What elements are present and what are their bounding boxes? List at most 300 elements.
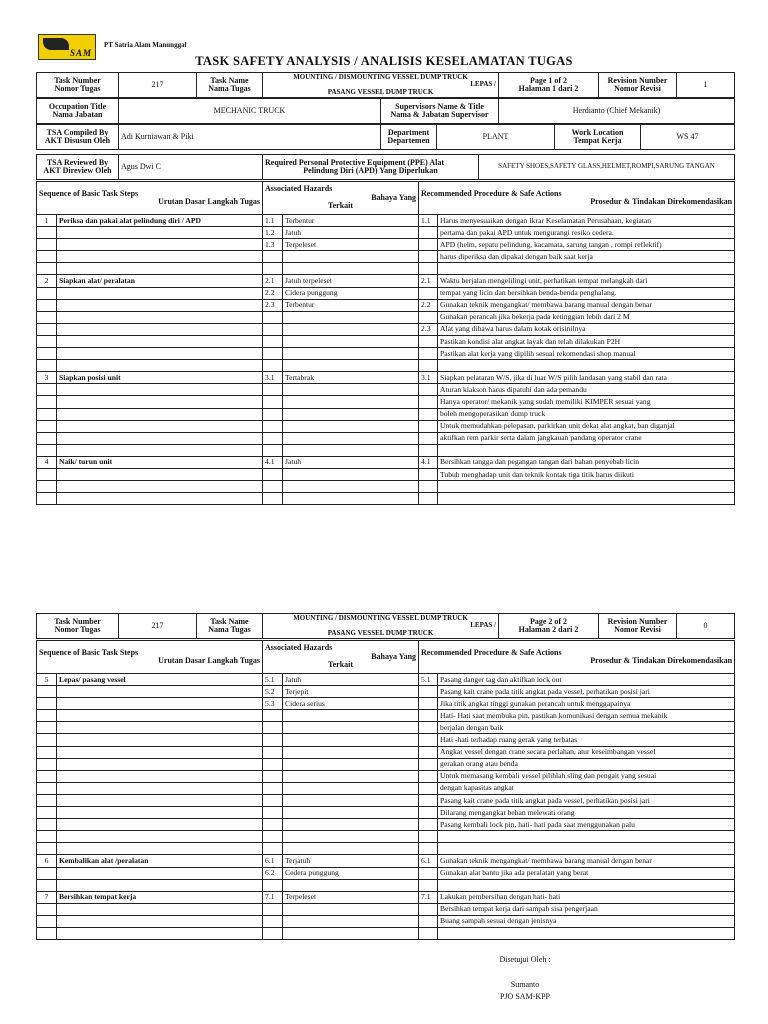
procedure-text: Gunakan perancah jika bekerja pada ketinggian lebih dari 2 M — [438, 311, 735, 323]
procedure-text — [438, 843, 735, 855]
procedure-number: 3.1 — [419, 372, 438, 384]
page-indicator: Page 1 of 2 Halaman 1 dari 2 — [499, 73, 599, 98]
logo-emblem — [43, 38, 69, 50]
table-row — [37, 867, 735, 879]
table-row — [37, 348, 735, 360]
hazard-number: 6.2 — [263, 867, 283, 879]
table-row — [37, 263, 735, 275]
step-description — [57, 360, 263, 372]
procedure-number — [419, 915, 438, 927]
procedure-number — [419, 831, 438, 843]
table-row — [37, 927, 735, 939]
hazard-number — [263, 481, 283, 493]
hazard-description — [283, 734, 419, 746]
procedure-number — [419, 734, 438, 746]
table-row — [37, 698, 735, 710]
step-description — [57, 384, 263, 396]
task-name-label: Task Name Nama Tugas — [197, 614, 263, 639]
page2-header-table — [36, 613, 735, 639]
procedure-text: pertama dan pakai APD untuk mengurangi resiko cedera. — [438, 227, 735, 239]
hazard-description — [283, 843, 419, 855]
hazard-description: Terpeleset — [283, 239, 419, 251]
hazard-description — [283, 758, 419, 770]
procedure-number — [419, 360, 438, 372]
step-number — [37, 807, 57, 819]
table-row — [37, 722, 735, 734]
procedure-number — [419, 481, 438, 493]
company-name: PT Satria Alam Manunggal — [104, 41, 187, 49]
hazard-description — [283, 323, 419, 335]
hazard-description: Terbentur — [283, 215, 419, 227]
procedure-number — [419, 903, 438, 915]
procedure-text: Siapkan pelataran W/S, jika di luar W/S pilih landasan yang stabil dan rata — [438, 372, 735, 384]
step-number — [37, 444, 57, 456]
procedure-text: Jika titik angkat tinggi gunakan perancah untuk menggapainya — [438, 698, 735, 710]
task-number-label: Task Number Nomor Tugas — [37, 73, 119, 98]
procedure-number: 2.2 — [419, 299, 438, 311]
table-row — [37, 746, 735, 758]
table-row — [37, 843, 735, 855]
table-row — [37, 710, 735, 722]
procedure-text: Pasang kembali lock pin, hati- hati pada saat menggunakan palu — [438, 819, 735, 831]
hazard-description — [283, 384, 419, 396]
hazard-number — [263, 782, 283, 794]
table-row — [37, 879, 735, 891]
step-description — [57, 686, 263, 698]
step-number — [37, 819, 57, 831]
procedure-text: tempat yang licin dan bersihkan benda-benda penghalang. — [438, 287, 735, 299]
procedure-number — [419, 348, 438, 360]
step-description — [57, 299, 263, 311]
page1-occupation-table — [36, 98, 735, 124]
procedure-number — [419, 686, 438, 698]
procedure-text: APD (helm, sepatu pelindung, kacamata, sarung tangan , rompi reflektif) — [438, 239, 735, 251]
procedure-text — [438, 927, 735, 939]
hazard-number: 4.1 — [263, 456, 283, 468]
hazard-number — [263, 746, 283, 758]
step-number — [37, 831, 57, 843]
hazard-number — [263, 722, 283, 734]
occupation-value: MECHANIC TRUCK — [119, 99, 381, 124]
hazard-number — [263, 396, 283, 408]
step-number — [37, 746, 57, 758]
procedure-text: Buang sampah sesuai dengan jenisnya — [438, 915, 735, 927]
step-description — [57, 698, 263, 710]
step-description — [57, 734, 263, 746]
page1-steps-table — [36, 181, 735, 505]
step-number — [37, 360, 57, 372]
step-number: 7 — [37, 891, 57, 903]
step-number: 2 — [37, 275, 57, 287]
procedure-text: Pastikan alat kerja yang dipilih sesuai rekomendasi shop manual — [438, 348, 735, 360]
reviewed-value: Agus Dwi C — [119, 155, 263, 180]
table-row — [37, 287, 735, 299]
task-name-label: Task Name Nama Tugas — [197, 73, 263, 98]
table-row — [37, 468, 735, 480]
procedure-text: Hanya operator/ mekanik yang sudah memiliki KIMPER sesuai yang — [438, 396, 735, 408]
hazard-description — [283, 444, 419, 456]
hazard-description — [283, 710, 419, 722]
step-description — [57, 879, 263, 891]
revision-label: Revision Number Nomor Revisi — [599, 73, 677, 98]
procedure-text — [438, 831, 735, 843]
table-row — [37, 819, 735, 831]
table-row — [37, 275, 735, 287]
hazard-number — [263, 794, 283, 806]
hazard-number: 5.2 — [263, 686, 283, 698]
hazard-number — [263, 348, 283, 360]
procedure-text: Alat yang dibawa harus dalam kotak orisinilnya — [438, 323, 735, 335]
procedure-number: 2.1 — [419, 275, 438, 287]
step-number — [37, 686, 57, 698]
procedure-number — [419, 807, 438, 819]
procedure-text: Untuk memasang kembali vessel pilihlah sling dan pengait yang sesuai — [438, 770, 735, 782]
step-description: Kembalikan alat /peralatan — [57, 855, 263, 867]
table-row — [37, 770, 735, 782]
hazard-description — [283, 420, 419, 432]
procedure-number: 2.3 — [419, 323, 438, 335]
procedure-text: Lakukan pembersihan dengan hati- hati — [438, 891, 735, 903]
procedure-text: Gunakan alat bantu jika ada peralatan yang berat — [438, 867, 735, 879]
step-number — [37, 468, 57, 480]
procedure-number — [419, 819, 438, 831]
step-number — [37, 927, 57, 939]
step-number — [37, 698, 57, 710]
hazard-number — [263, 903, 283, 915]
step-description — [57, 794, 263, 806]
hazard-description — [283, 311, 419, 323]
hazard-number — [263, 879, 283, 891]
hazard-description: Jatuh — [283, 227, 419, 239]
step-description: Siapkan posisi unit — [57, 372, 263, 384]
table-row — [37, 432, 735, 444]
ppe-label: Required Personal Protective Equipment (PPE) Alat Pelindung Diri (APD) Yang Diperlukan — [263, 155, 479, 180]
step-description — [57, 758, 263, 770]
step-number: 1 — [37, 215, 57, 227]
hazards-column-header: Associated Hazards Bahaya Yang Terkait — [263, 182, 419, 215]
hazard-description: Jatuh terpeleset — [283, 275, 419, 287]
procedure-number — [419, 396, 438, 408]
hazard-number — [263, 263, 283, 275]
page-indicator: Page 2 of 2 Halaman 2 dari 2 — [499, 614, 599, 639]
hazard-description: Jatuh — [283, 456, 419, 468]
procedure-text: Angkat vessel dengan crane secara perlahan, atur keseimbangan vessel — [438, 746, 735, 758]
step-description — [57, 710, 263, 722]
procedure-number: 5.1 — [419, 674, 438, 686]
location-label: Work Location Tempat Kerja — [555, 125, 641, 150]
step-number — [37, 287, 57, 299]
step-number — [37, 794, 57, 806]
procedure-number — [419, 867, 438, 879]
step-number — [37, 239, 57, 251]
step-description — [57, 468, 263, 480]
steps-column-header: Sequence of Basic Task Steps Urutan Dasar Langkah Tugas — [37, 182, 263, 215]
hazard-number — [263, 915, 283, 927]
table-row — [37, 311, 735, 323]
hazard-description — [283, 481, 419, 493]
hazard-description — [283, 782, 419, 794]
step-description — [57, 251, 263, 263]
table-row — [37, 891, 735, 903]
procedure-number — [419, 710, 438, 722]
hazard-description: Cidera punggung — [283, 287, 419, 299]
table-row — [37, 444, 735, 456]
table-row — [37, 855, 735, 867]
table-row — [37, 299, 735, 311]
hazard-number — [263, 843, 283, 855]
location-value: WS 47 — [641, 125, 735, 150]
procedure-text: gerakan orang atau benda — [438, 758, 735, 770]
step-description — [57, 287, 263, 299]
step-number — [37, 251, 57, 263]
page1-compiled-table — [36, 124, 735, 150]
step-description — [57, 722, 263, 734]
step-description — [57, 843, 263, 855]
procedure-number — [419, 335, 438, 347]
revision-label: Revision Number Nomor Revisi — [599, 614, 677, 639]
step-description — [57, 819, 263, 831]
supervisor-value: Herdianto (Chief Mekanik) — [499, 99, 735, 124]
step-description — [57, 915, 263, 927]
procedure-text — [438, 879, 735, 891]
step-number — [37, 722, 57, 734]
table-row — [37, 758, 735, 770]
hazard-number — [263, 323, 283, 335]
department-value: PLANT — [437, 125, 555, 150]
hazard-number — [263, 408, 283, 420]
hazard-number: 5.3 — [263, 698, 283, 710]
table-row — [37, 915, 735, 927]
procedure-number — [419, 432, 438, 444]
procedure-column-header: Recommended Procedure & Safe Actions Prosedur & Tindakan Direkomendasikan — [419, 182, 735, 215]
page2-steps-table — [36, 640, 735, 940]
procedure-text — [438, 263, 735, 275]
procedure-text — [438, 493, 735, 505]
procedure-number: 4.1 — [419, 456, 438, 468]
step-description: Siapkan alat/ peralatan — [57, 275, 263, 287]
step-description — [57, 396, 263, 408]
hazard-number — [263, 493, 283, 505]
hazard-number — [263, 311, 283, 323]
step-number — [37, 227, 57, 239]
approved-label: Disetujui Oleh : — [499, 955, 551, 964]
table-row — [37, 734, 735, 746]
hazard-description — [283, 879, 419, 891]
procedure-text: boleh mengoperasikan dump truck — [438, 408, 735, 420]
hazard-description: Cidera serius — [283, 698, 419, 710]
step-number — [37, 758, 57, 770]
table-row — [37, 420, 735, 432]
revision-number: 0 — [677, 614, 735, 639]
procedure-number — [419, 843, 438, 855]
procedure-number — [419, 444, 438, 456]
hazard-number: 6.1 — [263, 855, 283, 867]
task-name: MOUNTING / DISMOUNTING VESSEL DUMP TRUCK LEPAS / PASANG VESSEL DUMP TRUCK — [263, 614, 499, 639]
table-row — [37, 372, 735, 384]
step-description — [57, 770, 263, 782]
step-description — [57, 746, 263, 758]
page1-reviewed-table — [36, 154, 735, 180]
step-number — [37, 782, 57, 794]
hazard-description: Terjepit — [283, 686, 419, 698]
step-number — [37, 323, 57, 335]
step-description — [57, 903, 263, 915]
procedure-text: Pasang kait crane pada titik angkat pada vessel, perhatikan posisi jari — [438, 794, 735, 806]
compiled-label: TSA Compiled By AKT Disusun Oleh — [37, 125, 119, 150]
step-number — [37, 384, 57, 396]
procedure-text: Hati -hati terhadap ruang gerak yang terbatas — [438, 734, 735, 746]
hazard-number: 5.1 — [263, 674, 283, 686]
step-description — [57, 867, 263, 879]
hazard-number — [263, 384, 283, 396]
step-number — [37, 481, 57, 493]
hazard-description — [283, 927, 419, 939]
procedure-column-header: Recommended Procedure & Safe Actions Prosedur & Tindakan Direkomendasikan — [419, 641, 735, 674]
hazard-description — [283, 432, 419, 444]
step-number: 4 — [37, 456, 57, 468]
step-description — [57, 263, 263, 275]
table-row — [37, 782, 735, 794]
step-number — [37, 335, 57, 347]
table-row — [37, 831, 735, 843]
procedure-number — [419, 758, 438, 770]
procedure-text: dengan kapasitas angkat — [438, 782, 735, 794]
procedure-number — [419, 239, 438, 251]
step-number — [37, 915, 57, 927]
procedure-text: Waktu berjalan mengelilingi unit, perhatikan tempat melangkah dari — [438, 275, 735, 287]
step-description — [57, 782, 263, 794]
hazard-number: 2.2 — [263, 287, 283, 299]
hazard-number: 1.2 — [263, 227, 283, 239]
hazard-description — [283, 251, 419, 263]
procedure-text — [438, 481, 735, 493]
hazard-description — [283, 335, 419, 347]
occupation-label: Occupation Title Nama Jabatan — [37, 99, 119, 124]
procedure-text: Dilarang mengangkat beban melewati orang — [438, 807, 735, 819]
hazard-number — [263, 770, 283, 782]
hazard-description: Terbentur — [283, 299, 419, 311]
hazard-number — [263, 360, 283, 372]
page1-header-table — [36, 72, 735, 98]
procedure-number — [419, 311, 438, 323]
hazard-description — [283, 722, 419, 734]
document-title: TASK SAFETY ANALYSIS / ANALISIS KESELAMATAN TUGAS — [195, 54, 573, 68]
table-row — [37, 686, 735, 698]
step-number — [37, 311, 57, 323]
step-description — [57, 323, 263, 335]
table-row — [37, 493, 735, 505]
procedure-text: Pasang kait crane pada titik angkat pada vessel, perhatikan posisi jari — [438, 686, 735, 698]
department-label: Department Departemen — [381, 125, 437, 150]
table-row — [37, 323, 735, 335]
ppe-value: SAFETY SHOES,SAFETY GLASS,HELMET,ROMPI,SARUNG TANGAN — [479, 155, 735, 180]
hazards-column-header: Associated Hazards Bahaya Yang Terkait — [263, 641, 419, 674]
hazard-number — [263, 758, 283, 770]
procedure-text — [438, 444, 735, 456]
hazard-description — [283, 408, 419, 420]
procedure-number — [419, 879, 438, 891]
procedure-text: Bersihkan tangga dan pegangan tangan dari bahan penyebab licin — [438, 456, 735, 468]
table-row — [37, 239, 735, 251]
hazard-number — [263, 335, 283, 347]
step-number — [37, 420, 57, 432]
hazard-description — [283, 915, 419, 927]
step-number — [37, 770, 57, 782]
step-description — [57, 432, 263, 444]
hazard-number — [263, 251, 283, 263]
step-description: Lepas/ pasang vessel — [57, 674, 263, 686]
compiled-value: Adi Kurniawan & Piki — [119, 125, 381, 150]
hazard-number: 2.3 — [263, 299, 283, 311]
step-number — [37, 734, 57, 746]
approver-title: PJO SAM-KPP — [499, 992, 551, 1001]
step-number — [37, 867, 57, 879]
procedure-text: aktifkan rem parkir serta dalam jangkauan pandang operator crane — [438, 432, 735, 444]
procedure-number — [419, 263, 438, 275]
table-row — [37, 794, 735, 806]
procedure-number — [419, 408, 438, 420]
step-description — [57, 493, 263, 505]
step-number — [37, 710, 57, 722]
procedure-text: Untuk memudahkan pelepasan, parkirkan unit dekat alat angkat, ban diganjal — [438, 420, 735, 432]
table-row — [37, 384, 735, 396]
procedure-number — [419, 927, 438, 939]
procedure-text: Harus menyesuaikan dengan Ikrar Keselamatan Perusahaan, kegiatan — [438, 215, 735, 227]
procedure-number — [419, 770, 438, 782]
hazard-number — [263, 927, 283, 939]
procedure-number — [419, 782, 438, 794]
step-number — [37, 879, 57, 891]
step-description: Bersihkan tempat kerja — [57, 891, 263, 903]
procedure-text — [438, 360, 735, 372]
hazard-description — [283, 396, 419, 408]
step-number — [37, 408, 57, 420]
step-number — [37, 348, 57, 360]
step-description — [57, 420, 263, 432]
step-description — [57, 348, 263, 360]
procedure-number: 1.1 — [419, 215, 438, 227]
procedure-number — [419, 420, 438, 432]
step-description — [57, 927, 263, 939]
task-name: MOUNTING / DISMOUNTING VESSEL DUMP TRUCK LEPAS / PASANG VESSEL DUMP TRUCK — [263, 73, 499, 98]
step-number — [37, 263, 57, 275]
step-description — [57, 227, 263, 239]
step-description — [57, 444, 263, 456]
hazard-description — [283, 348, 419, 360]
hazard-description — [283, 819, 419, 831]
hazard-description — [283, 903, 419, 915]
hazard-number: 7.1 — [263, 891, 283, 903]
procedure-number — [419, 722, 438, 734]
step-number — [37, 493, 57, 505]
task-number: 217 — [119, 73, 197, 98]
hazard-number — [263, 734, 283, 746]
procedure-text: Aturan klakson harus dipatuhi dan ada pemandu — [438, 384, 735, 396]
step-number: 6 — [37, 855, 57, 867]
step-number — [37, 299, 57, 311]
procedure-text: berjalan dengan baik — [438, 722, 735, 734]
hazard-description — [283, 770, 419, 782]
step-description — [57, 311, 263, 323]
table-row — [37, 360, 735, 372]
hazard-description — [283, 493, 419, 505]
supervisor-label: Supervisors Name & Title Nama & Jabatan Supervisor — [381, 99, 499, 124]
hazard-number: 2.1 — [263, 275, 283, 287]
hazard-number — [263, 819, 283, 831]
procedure-text: Gunakan teknik mengangkat/ membawa barang manual dengan benar — [438, 855, 735, 867]
step-description: Periksa dan pakai alat pelindung diri / APD — [57, 215, 263, 227]
step-number: 3 — [37, 372, 57, 384]
